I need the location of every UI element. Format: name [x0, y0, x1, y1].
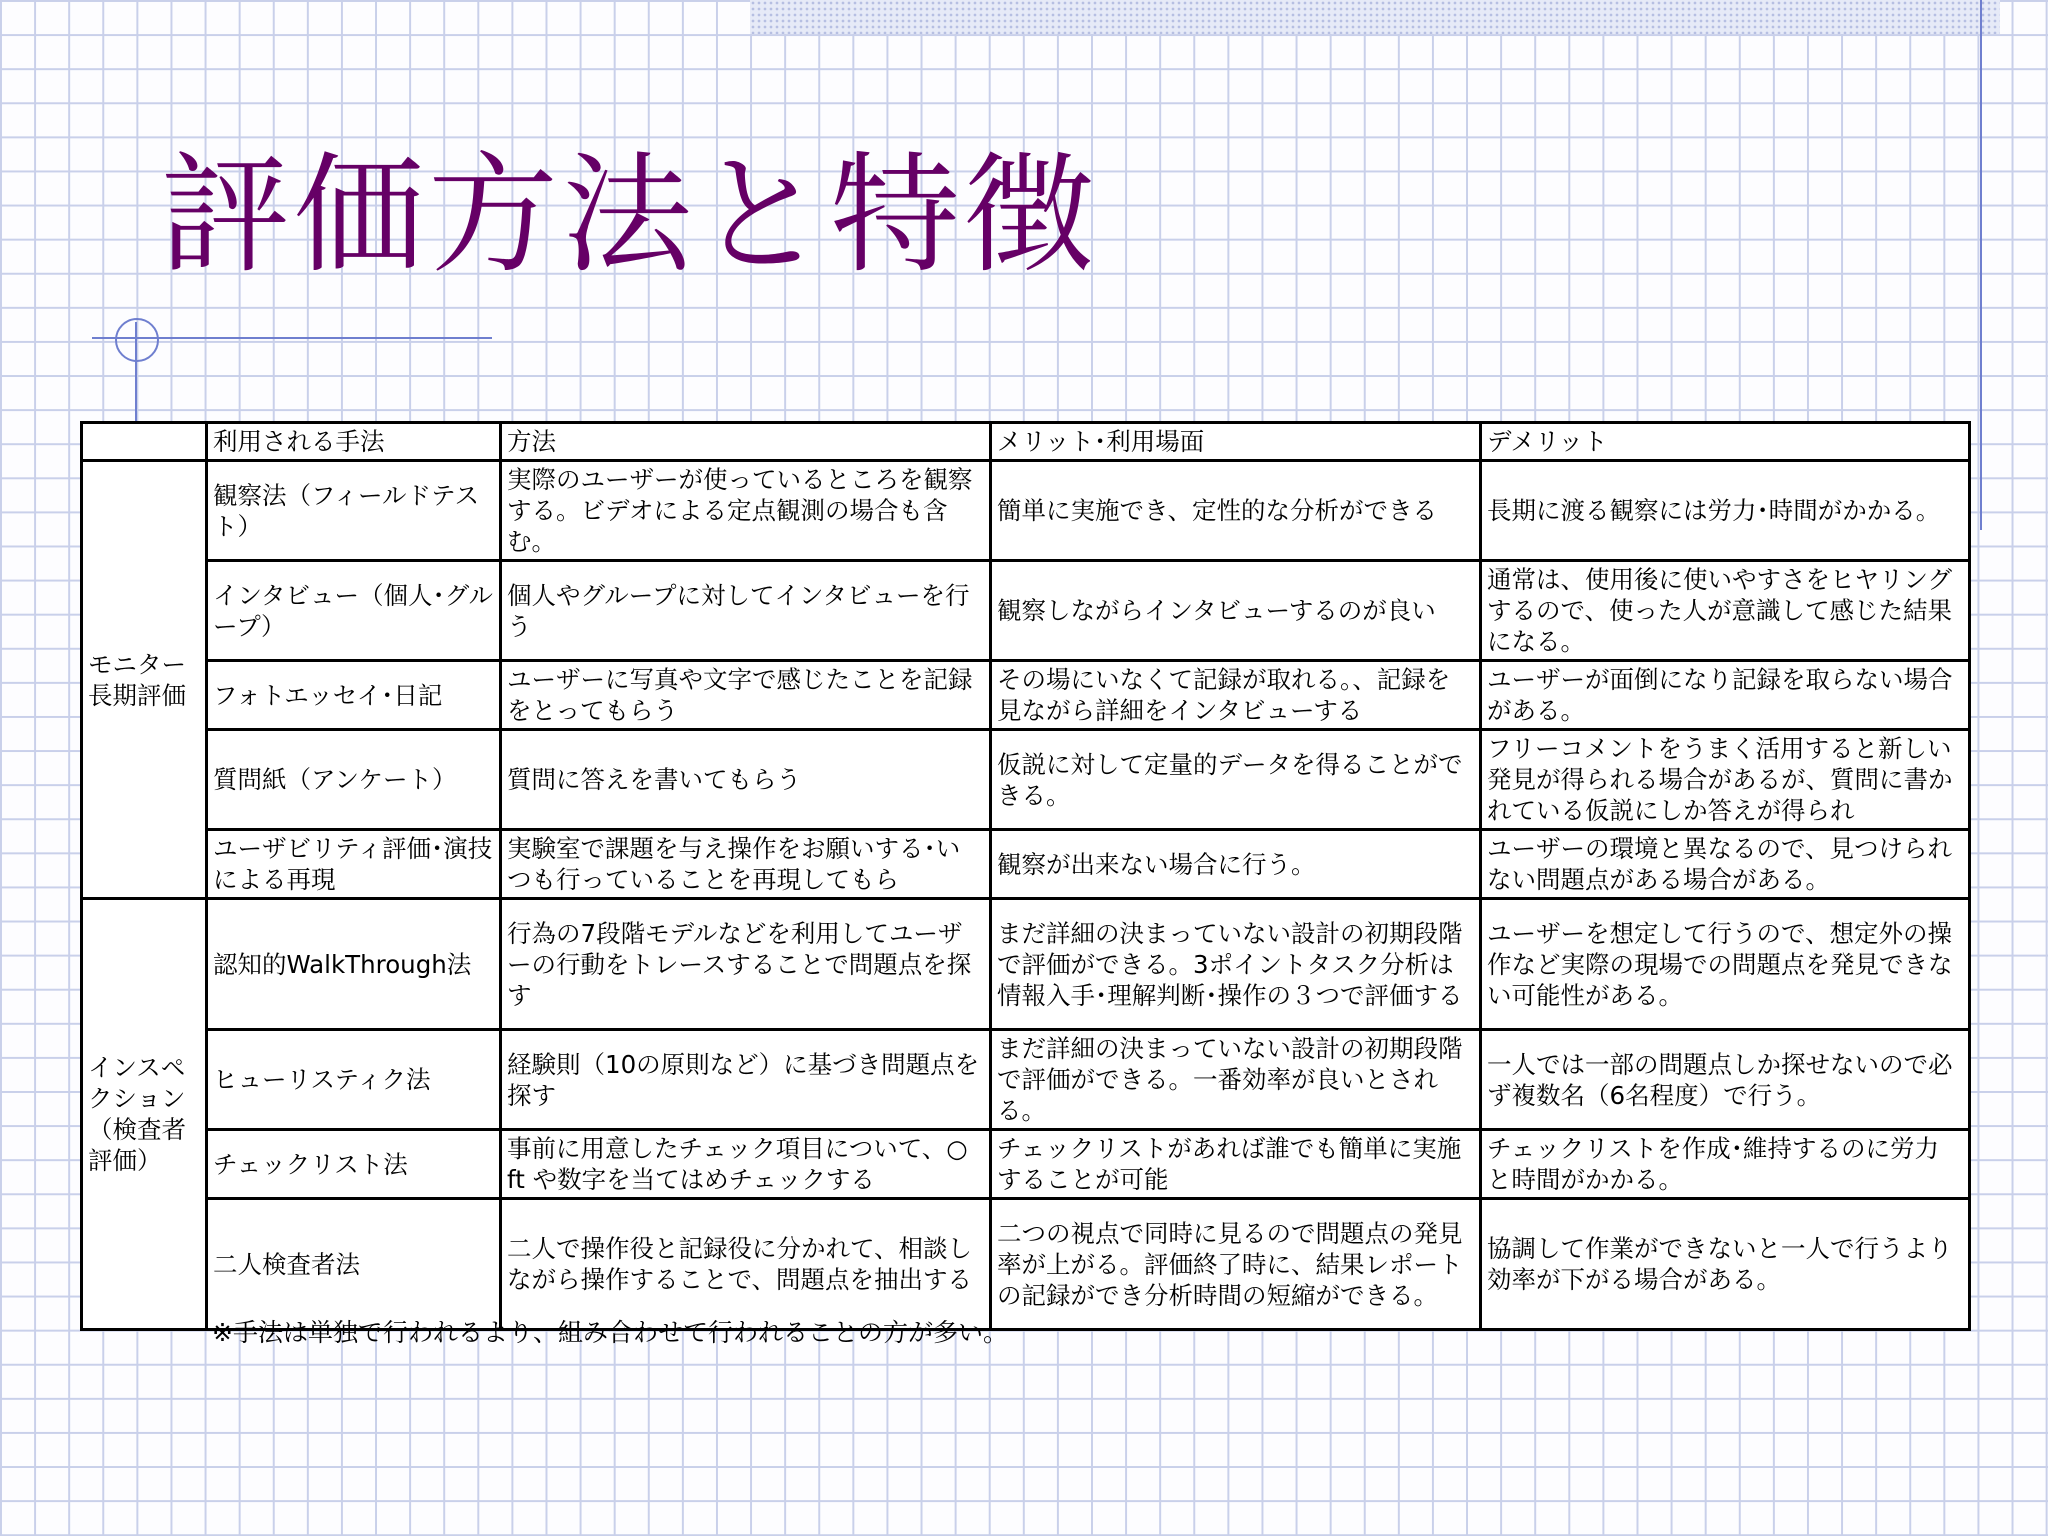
demerit-cell: 一人では一部の問題点しか探せないので必ず複数名（6名程度）で行う。: [1481, 1030, 1970, 1130]
method-cell: 行為の7段階モデルなどを利用してユーザーの行動をトレースすることで問題点を探す: [501, 899, 991, 1030]
dotted-header-band: [750, 0, 2000, 34]
table-row: [82, 830, 1970, 899]
table-row: [82, 461, 1970, 561]
technique-cell: チェックリスト法: [207, 1130, 501, 1199]
header-cell-demerit: デメリット: [1481, 423, 1970, 461]
merit-cell: チェックリストがあれば誰でも簡単に実施することが可能: [991, 1130, 1481, 1199]
decorative-circle: [115, 318, 159, 362]
evaluation-methods-table: [80, 421, 1971, 1331]
technique-cell: 認知的WalkThrough法: [207, 899, 501, 1030]
merit-cell: 観察しながらインタビューするのが良い: [991, 561, 1481, 661]
method-cell: 個人やグループに対してインタビューを行う: [501, 561, 991, 661]
demerit-cell: 長期に渡る観察には労力･時間がかかる。: [1481, 461, 1970, 561]
technique-cell: ヒューリスティク法: [207, 1030, 501, 1130]
table-row: [82, 899, 1970, 1030]
table-row: [82, 661, 1970, 730]
table-row: [82, 1199, 1970, 1330]
footnote: ※手法は単独で行われるより、組み合わせて行われることの方が多い。: [212, 1318, 1008, 1347]
demerit-cell: ユーザーが面倒になり記録を取らない場合がある。: [1481, 661, 1970, 730]
merit-cell: 二つの視点で同時に見るので問題点の発見率が上がる。評価終了時に、結果レポートの記録ができ分析時間の短縮ができる。: [991, 1199, 1481, 1330]
table-header-row: [82, 423, 1970, 461]
technique-cell: 二人検査者法: [207, 1199, 501, 1330]
table-row: [82, 1130, 1970, 1199]
header-cell-merit: メリット･利用場面: [991, 423, 1481, 461]
merit-cell: まだ詳細の決まっていない設計の初期段階で評価ができる。一番効率が良いとされる。: [991, 1030, 1481, 1130]
demerit-cell: ユーザーの環境と異なるので、見つけられない問題点がある場合がある。: [1481, 830, 1970, 899]
group-cell-monitor: モニター長期評価: [82, 461, 207, 899]
technique-cell: 質問紙（アンケート）: [207, 730, 501, 830]
method-cell: 事前に用意したチェック項目について、○ ft や数字を当てはめチェックする: [501, 1130, 991, 1199]
merit-cell: 観察が出来ない場合に行う。: [991, 830, 1481, 899]
method-cell: 経験則（10の原則など）に基づき問題点を探す: [501, 1030, 991, 1130]
merit-cell: 簡単に実施でき、定性的な分析ができる: [991, 461, 1481, 561]
demerit-cell: 協調して作業ができないと一人で行うより効率が下がる場合がある。: [1481, 1199, 1970, 1330]
technique-cell: インタビュー（個人･グループ）: [207, 561, 501, 661]
technique-cell: ユーザビリティ評価･演技による再現: [207, 830, 501, 899]
merit-cell: その場にいなくて記録が取れる。、記録を見ながら詳細をインタビューする: [991, 661, 1481, 730]
table-row: [82, 1030, 1970, 1130]
right-vertical-rule: [1980, 0, 1982, 530]
method-cell: ユーザーに写真や文字で感じたことを記録をとってもらう: [501, 661, 991, 730]
demerit-cell: チェックリストを作成･維持するのに労力と時間がかかる。: [1481, 1130, 1970, 1199]
demerit-cell: 通常は、使用後に使いやすさをヒヤリングするので、使った人が意識して感じた結果になる。: [1481, 561, 1970, 661]
method-cell: 実際のユーザーが使っているところを観察する。ビデオによる定点観測の場合も含む。: [501, 461, 991, 561]
method-cell: 実験室で課題を与え操作をお願いする･いつも行っていることを再現してもら: [501, 830, 991, 899]
header-cell-group: [82, 423, 207, 461]
demerit-cell: フリーコメントをうまく活用すると新しい発見が得られる場合があるが、質問に書かれている仮説にしか答えが得られ: [1481, 730, 1970, 830]
table-row: [82, 561, 1970, 661]
header-cell-technique: 利用される手法: [207, 423, 501, 461]
table-row: [82, 730, 1970, 830]
group-cell-inspection: インスペクション（検査者評価）: [82, 899, 207, 1330]
method-cell: 質問に答えを書いてもらう: [501, 730, 991, 830]
method-cell: 二人で操作役と記録役に分かれて、相談しながら操作することで、問題点を抽出する: [501, 1199, 991, 1330]
technique-cell: フォトエッセイ･日記: [207, 661, 501, 730]
demerit-cell: ユーザーを想定して行うので、想定外の操作など実際の現場での問題点を発見できない可能性がある。: [1481, 899, 1970, 1030]
merit-cell: まだ詳細の決まっていない設計の初期段階で評価ができる。3ポイントタスク分析は情報入手･理解判断･操作の３つで評価する: [991, 899, 1481, 1030]
merit-cell: 仮説に対して定量的データを得ることができる。: [991, 730, 1481, 830]
slide-title: 評価方法と特徴: [160, 139, 1099, 291]
technique-cell: 観察法（フィールドテスト）: [207, 461, 501, 561]
header-cell-method: 方法: [501, 423, 991, 461]
